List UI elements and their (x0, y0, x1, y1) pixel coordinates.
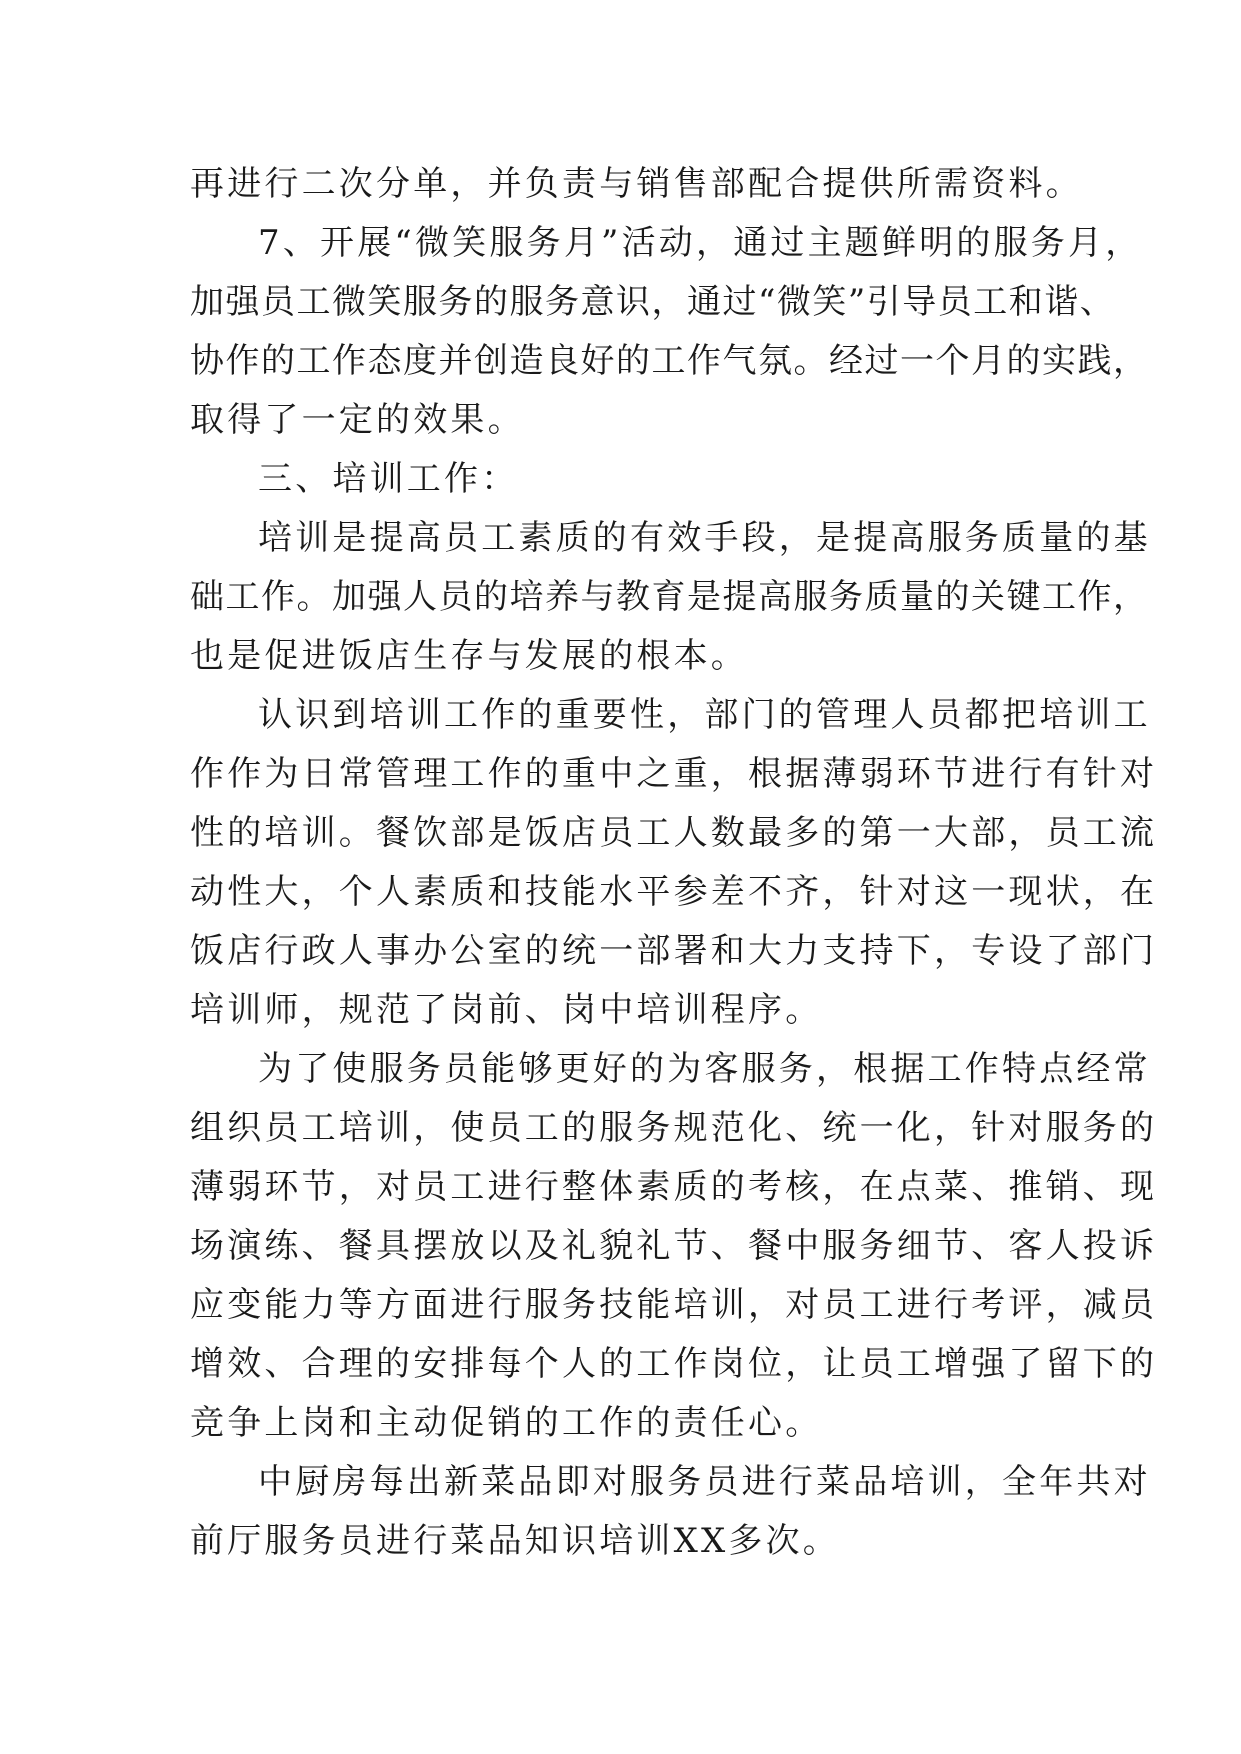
text-line: 薄弱环节，对员工进行整体素质的考核，在点菜、推销、现 (190, 1167, 1158, 1207)
text-line: 竞争上岗和主动促销的工作的责任心。 (190, 1403, 823, 1443)
text-line: 培训是提高员工素质的有效手段，是提高服务质量的基 (258, 518, 1151, 558)
section-heading: 三、培训工作： (258, 459, 519, 499)
text-line: 加强员工微笑服务的服务意识，通过“微笑”引导员工和谐、 (190, 282, 1116, 322)
text-line: 作作为日常管理工作的重中之重，根据薄弱环节进行有针对 (190, 754, 1158, 794)
text-line: 取得了一定的效果。 (190, 400, 525, 440)
text-line: 培训师，规范了岗前、岗中培训程序。 (190, 990, 823, 1030)
text-line: 为了使服务员能够更好的为客服务，根据工作特点经常 (258, 1049, 1151, 1089)
document-body (190, 155, 1158, 1571)
text-line: 中厨房每出新菜品即对服务员进行菜品培训，全年共对 (258, 1462, 1151, 1502)
text-line: 7、开展“微笑服务月”活动，通过主题鲜明的服务月， (258, 223, 1143, 263)
text-line: 性的培训。餐饮部是饭店员工人数最多的第一大部，员工流 (190, 813, 1158, 853)
text-line: 认识到培训工作的重要性，部门的管理人员都把培训工 (258, 695, 1151, 735)
text-line: 应变能力等方面进行服务技能培训，对员工进行考评，减员 (190, 1285, 1158, 1325)
text-line: 增效、合理的安排每个人的工作岗位，让员工增强了留下的 (190, 1344, 1158, 1384)
text-line: 础工作。加强人员的培养与教育是提高服务质量的关键工作， (190, 577, 1149, 617)
text-line: 饭店行政人事办公室的统一部署和大力支持下，专设了部门 (190, 931, 1158, 971)
text-line: 组织员工培训，使员工的服务规范化、统一化，针对服务的 (190, 1108, 1158, 1148)
text-line: 动性大，个人素质和技能水平参差不齐，针对这一现状，在 (190, 872, 1158, 912)
text-line: 协作的工作态度并创造良好的工作气氛。经过一个月的实践， (190, 341, 1149, 381)
text-line: 前厅服务员进行菜品知识培训XX多次。 (190, 1521, 841, 1561)
text-line: 再进行二次分单，并负责与销售部配合提供所需资料。 (190, 164, 1083, 204)
text-line: 也是促进饭店生存与发展的根本。 (190, 636, 748, 676)
text-line: 场演练、餐具摆放以及礼貌礼节、餐中服务细节、客人投诉 (190, 1226, 1158, 1266)
